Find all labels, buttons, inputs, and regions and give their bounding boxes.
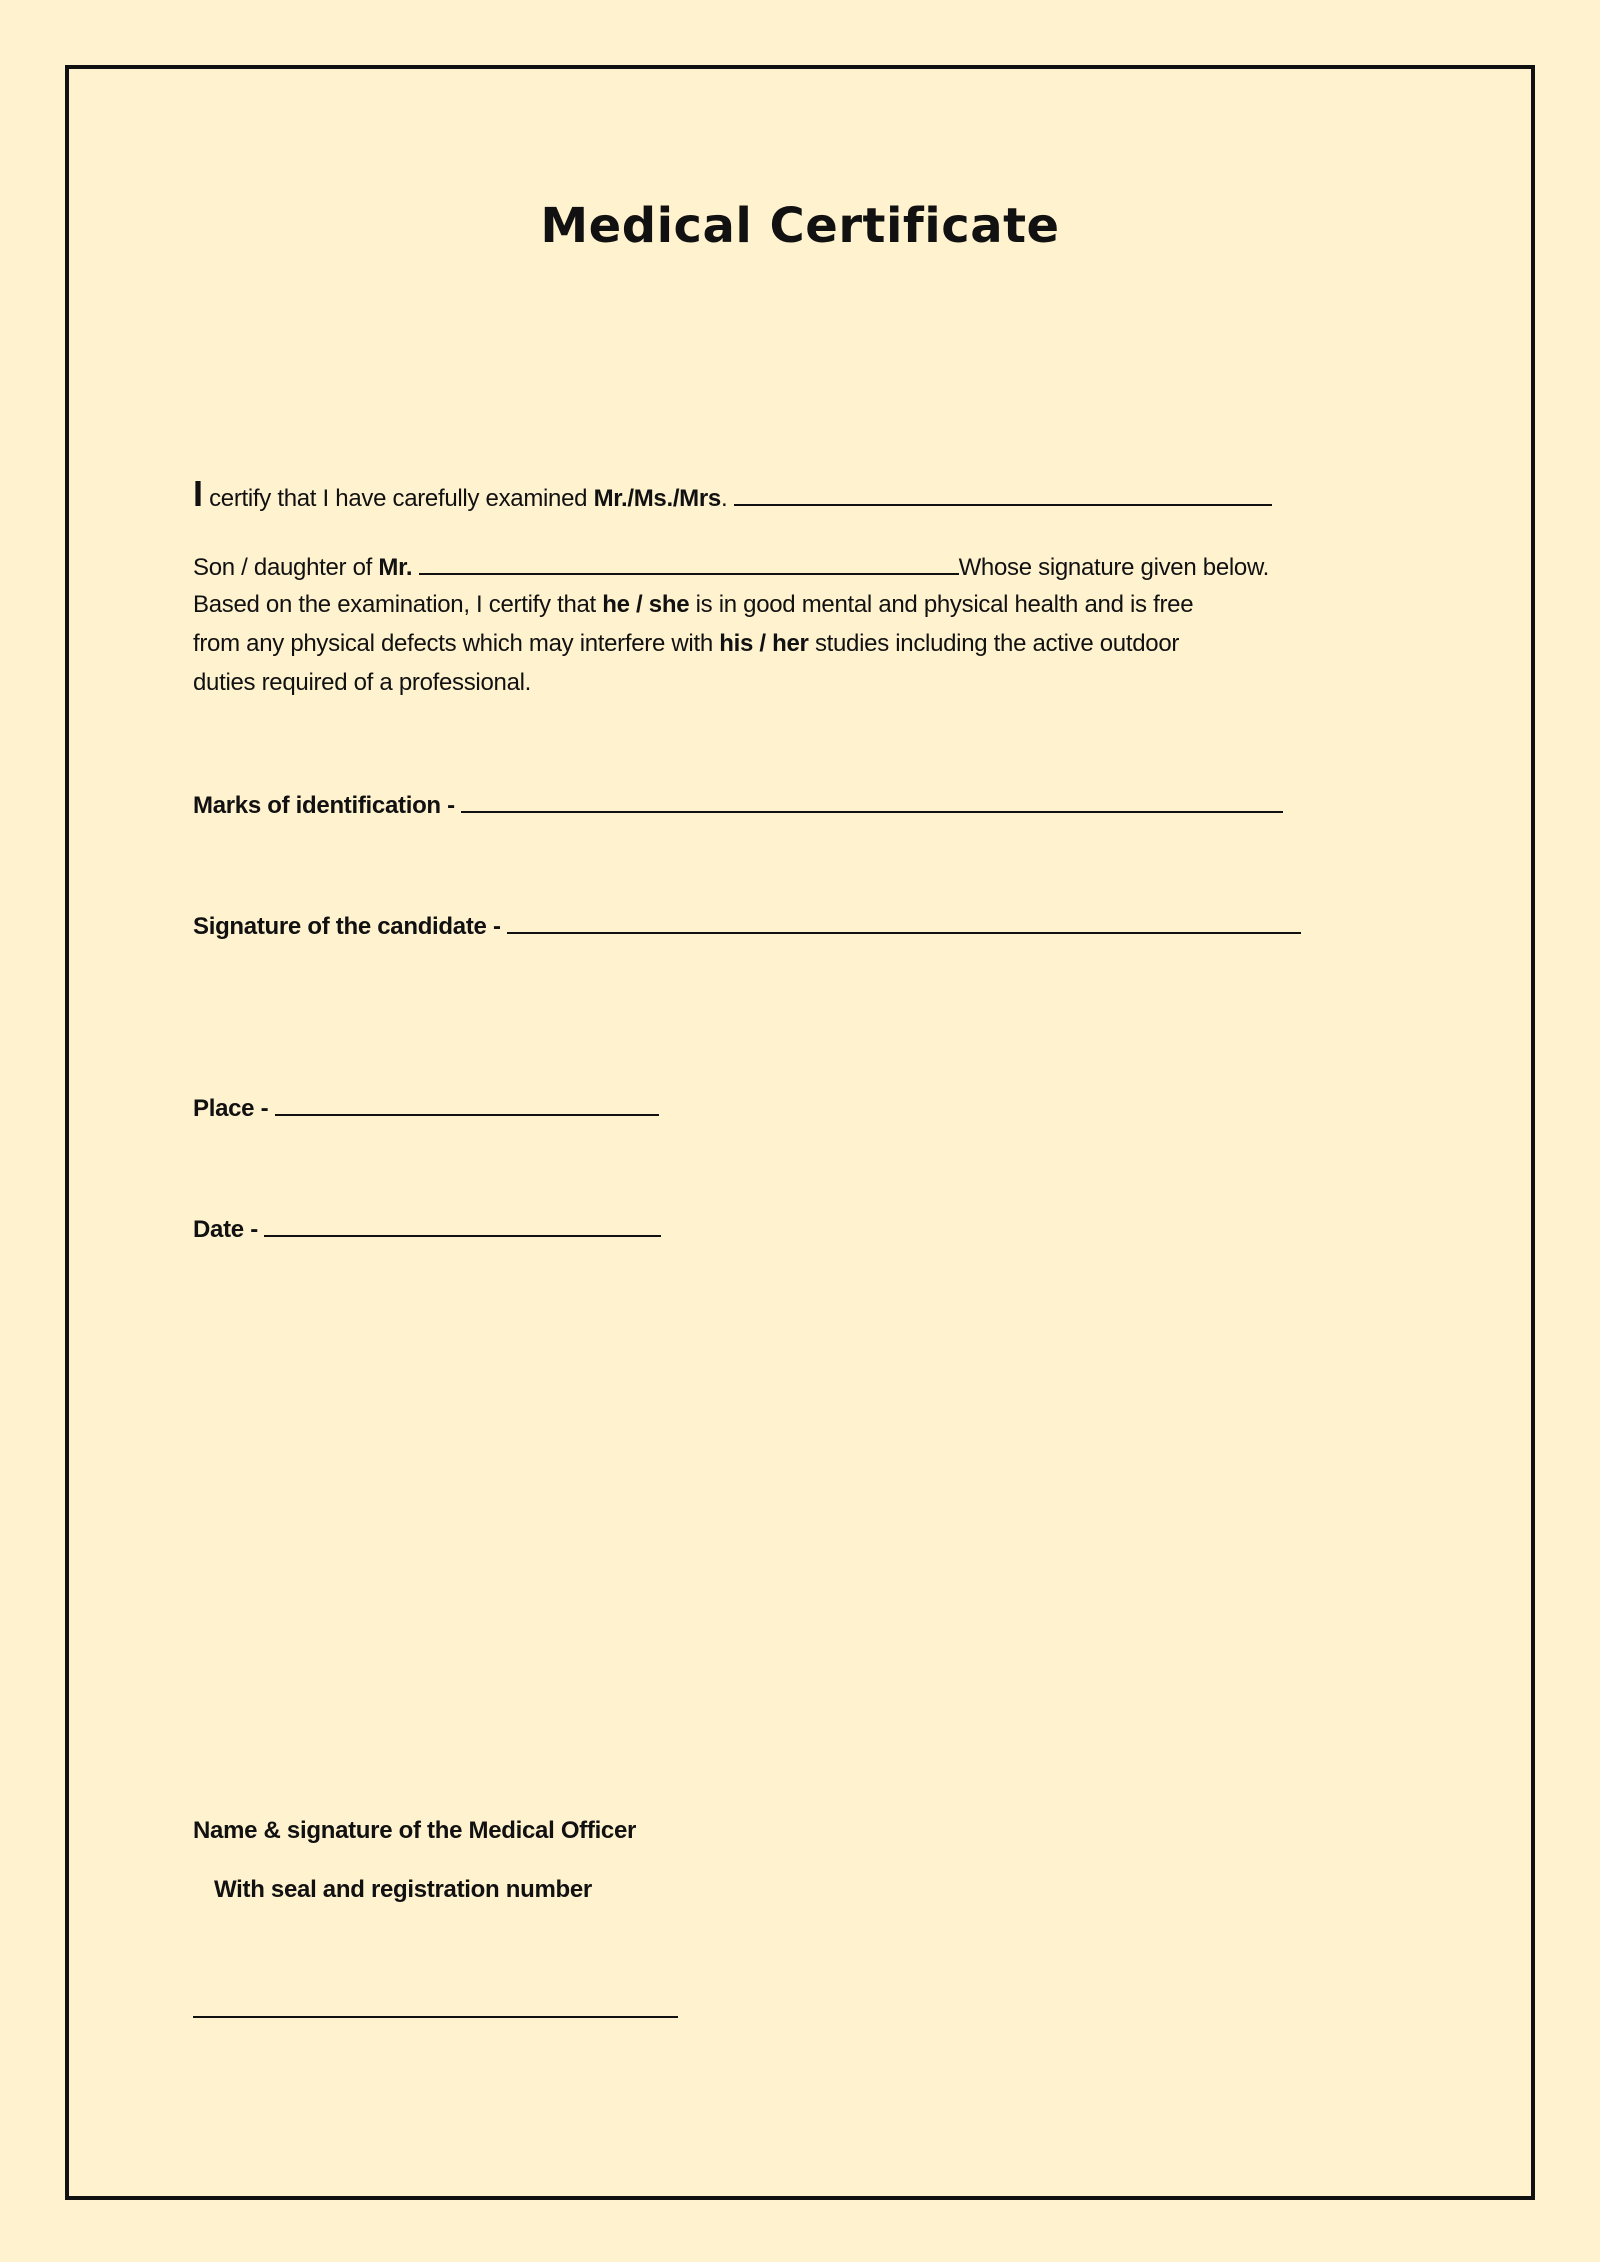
parent-line: Son / daughter of Mr. Whose signature given below.: [193, 551, 1269, 583]
candidate-signature-field[interactable]: [507, 910, 1301, 934]
officer-seal-label: With seal and registration number: [214, 1876, 592, 1903]
candidate-name-field[interactable]: [734, 482, 1272, 506]
body-line-1: Based on the examination, I certify that he / she is in good mental and physical health and is free: [193, 591, 1194, 618]
parent-name-field[interactable]: [419, 551, 959, 575]
officer-name-label: Name & signature of the Medical Officer: [193, 1817, 637, 1844]
certify-line: I certify that I have carefully examined Mr./Ms./Mrs.: [193, 482, 1272, 514]
place-line: Place -: [193, 1092, 659, 1124]
page-title: Medical Certificate: [540, 198, 1060, 254]
marks-line: Marks of identification -: [193, 789, 1283, 821]
date-field[interactable]: [264, 1213, 661, 1237]
signature-line: Signature of the candidate -: [193, 910, 1301, 942]
date-line: Date -: [193, 1213, 661, 1245]
body-line-3: duties required of a professional.: [193, 669, 532, 696]
officer-signature-field[interactable]: [193, 2016, 678, 2018]
drop-initial: I: [193, 473, 203, 514]
place-field[interactable]: [275, 1092, 659, 1116]
body-line-2: from any physical defects which may interfere with his / her studies including the active outdoor: [193, 630, 1180, 657]
marks-field[interactable]: [461, 789, 1283, 813]
